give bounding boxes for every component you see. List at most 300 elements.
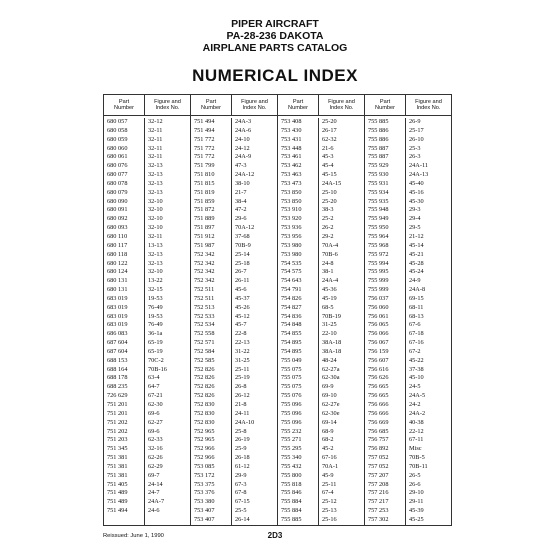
figure-index-cell: 70B-16 <box>148 365 167 373</box>
part-number-cell: 755 076 <box>281 392 302 400</box>
figure-index-cell: 62-27e <box>322 401 340 408</box>
figure-index-cell: 67-4 <box>322 489 334 497</box>
figure-index-cell: 24A-8 <box>409 286 426 294</box>
part-number-cell: 756 665 <box>368 392 389 400</box>
figure-index-cell: 67-16 <box>409 339 424 347</box>
part-number-cell: 755 964 <box>368 232 389 240</box>
part-number-cell: 752 826 <box>194 365 215 373</box>
figure-index-cell: 25-17 <box>409 126 424 134</box>
part-number-cell: 757 207 <box>368 471 389 479</box>
part-number-header-text: Part Number <box>114 98 134 111</box>
reissue-date: Reissued: June 1, 1990 <box>103 533 164 539</box>
part-number-cell: 751 772 <box>194 153 215 161</box>
figure-index-cell: 45-28 <box>409 259 424 267</box>
figure-index-cell: 32-10 <box>148 206 163 214</box>
figure-index-cell: 32-13 <box>148 259 163 267</box>
figure-index-cell: 45-16 <box>409 188 424 196</box>
figure-index-cell: 25-11 <box>235 365 250 373</box>
part-number-cell: 752 966 <box>194 445 215 453</box>
part-number-cell: 752 830 <box>194 409 215 417</box>
part-number-cell: 752 830 <box>194 418 215 426</box>
part-number-cell: 751 202 <box>107 427 128 435</box>
figure-index-cell: 29-4 <box>409 215 421 223</box>
figure-index-cell: 26-6 <box>409 480 421 488</box>
part-number-cell: 756 067 <box>368 339 389 347</box>
part-number-cell: 752 534 <box>194 321 215 329</box>
part-number-cell: 754 836 <box>281 312 302 320</box>
part-number-cell: 751 381 <box>107 471 128 479</box>
figure-index-cell: 76-49 <box>148 321 163 329</box>
part-number-cell: 753 936 <box>281 224 302 232</box>
part-number-cell: 680 057 <box>107 118 128 125</box>
figure-index-cell: 22-13 <box>235 339 250 347</box>
part-number-cell: 755 885 <box>281 515 302 523</box>
figure-index-cell: 22-12 <box>409 427 424 435</box>
part-number-cell: 753 431 <box>281 135 302 143</box>
figure-index-cell: 70C-2 <box>148 356 164 364</box>
figure-index-cell: 24-5 <box>409 383 421 391</box>
column-body <box>191 116 277 525</box>
figure-index-cell: 24A-12 <box>235 171 255 179</box>
figure-index-cell: 63-4 <box>148 374 160 382</box>
part-number-cell: 755 935 <box>368 197 389 205</box>
figure-index-cell: 45-37 <box>235 294 250 302</box>
part-number-cell: 755 075 <box>281 374 302 382</box>
index-column-1 <box>103 94 191 526</box>
figure-index-cell: 31-25 <box>322 321 337 329</box>
column-body <box>365 116 451 525</box>
figure-index-cell: 25-9 <box>235 445 247 453</box>
figure-index-cell: 45-6 <box>235 286 247 294</box>
part-number-cell: 752 342 <box>194 250 215 258</box>
figure-index-cell: 62-30e <box>322 409 340 417</box>
figure-index-cell: 32-10 <box>148 224 163 232</box>
figure-index-cell: 45-7 <box>235 321 247 329</box>
column-header <box>104 95 190 116</box>
figure-index-cell: 62-32 <box>322 135 337 143</box>
figure-index-list <box>319 118 364 525</box>
part-number-cell: 753 407 <box>194 507 215 515</box>
figure-index-cell: 32-13 <box>148 162 163 170</box>
part-number-cell: 751 897 <box>194 224 215 232</box>
figure-index-cell: 45-12 <box>235 312 250 320</box>
figure-index-cell: 21-12 <box>409 232 424 240</box>
figure-index-cell: 62-27 <box>148 418 163 426</box>
part-number-cell: 751 345 <box>107 445 128 453</box>
part-number-cell: 753 850 <box>281 188 302 196</box>
part-number-cell: 754 827 <box>281 303 302 311</box>
figure-index-cell: 31-25 <box>235 356 250 364</box>
figure-index-cell: 26-17 <box>322 126 337 134</box>
figure-index-cell: 65-19 <box>148 339 163 347</box>
page-number: 2D3 <box>267 531 283 540</box>
part-number-cell: 752 826 <box>194 392 215 400</box>
figure-index-cell: 25-8 <box>235 427 247 435</box>
part-number-header <box>365 95 406 115</box>
figure-index-header-text: Figure and Index No. <box>154 98 181 111</box>
figure-index-header <box>406 95 451 115</box>
part-number-cell: 683 019 <box>107 303 128 311</box>
part-number-cell: 755 884 <box>281 507 302 515</box>
part-number-list <box>104 118 145 525</box>
part-number-header-text: Part Number <box>201 98 221 111</box>
figure-index-cell: 69-10 <box>322 392 337 400</box>
part-number-cell: 755 096 <box>281 418 302 426</box>
figure-index-cell: 26-3 <box>409 153 421 161</box>
figure-index-cell: 32-13 <box>148 179 163 187</box>
figure-index-cell: 24-12 <box>235 144 250 152</box>
part-number-cell: 726 629 <box>107 392 128 400</box>
page-title: NUMERICAL INDEX <box>192 66 358 85</box>
figure-index-cell: 24-9 <box>409 277 421 285</box>
part-number-cell: 756 666 <box>368 409 389 417</box>
part-number-cell: 753 407 <box>194 515 215 523</box>
part-number-cell: 754 826 <box>281 294 302 302</box>
part-number-cell: 753 910 <box>281 206 302 214</box>
part-number-cell: 754 895 <box>281 339 302 347</box>
part-number-cell: 751 810 <box>194 171 215 179</box>
figure-index-cell: 32-10 <box>148 197 163 205</box>
part-number-cell: 755 934 <box>368 188 389 196</box>
figure-index-cell: 31-22 <box>235 347 250 355</box>
part-number-cell: 686 083 <box>107 330 128 338</box>
part-number-cell: 752 966 <box>194 454 215 462</box>
part-number-cell: 752 965 <box>194 427 215 435</box>
part-number-cell: 756 159 <box>368 347 389 355</box>
figure-index-cell: 24A-15 <box>322 179 342 187</box>
part-number-cell: 752 571 <box>194 339 215 347</box>
figure-index-cell: 29-2 <box>322 232 334 240</box>
part-number-cell: 755 271 <box>281 436 302 444</box>
figure-index-cell: 13-22 <box>148 277 163 285</box>
figure-index-cell: 38A-18 <box>322 347 342 355</box>
figure-index-cell: 24A-13 <box>409 171 429 179</box>
figure-index-cell: 26-9 <box>409 118 421 125</box>
figure-index-cell: 24A-10 <box>235 418 255 426</box>
part-number-cell: 753 376 <box>194 489 215 497</box>
part-number-cell: 680 110 <box>107 232 128 240</box>
figure-index-cell: 24-10 <box>235 135 250 143</box>
part-number-cell: 751 872 <box>194 206 215 214</box>
part-number-cell: 753 463 <box>281 171 302 179</box>
figure-index-cell: 62-33 <box>148 436 163 444</box>
figure-index-cell: 67-16 <box>322 454 337 462</box>
figure-index-cell: 45-15 <box>322 171 337 179</box>
column-body <box>104 116 190 525</box>
figure-index-cell: 24-2 <box>409 401 421 408</box>
part-number-cell: 752 965 <box>194 436 215 444</box>
part-number-list <box>365 118 406 525</box>
figure-index-header-text: Figure and Index No. <box>328 98 355 111</box>
part-number-cell: 751 494 <box>107 507 128 515</box>
part-number-cell: 680 078 <box>107 179 128 187</box>
part-number-cell: 757 208 <box>368 480 389 488</box>
figure-index-cell: 68-11 <box>409 303 424 311</box>
part-number-cell: 752 830 <box>194 401 215 408</box>
part-number-cell: 751 201 <box>107 409 128 417</box>
figure-index-cell: 40-38 <box>409 418 424 426</box>
figure-index-cell: 26-7 <box>235 268 247 276</box>
column-header <box>191 95 277 116</box>
figure-index-cell: 62-26 <box>148 454 163 462</box>
figure-index-cell: 13-13 <box>148 241 163 249</box>
figure-index-cell: 45-14 <box>409 241 424 249</box>
part-number-header-text: Part Number <box>288 98 308 111</box>
part-number-cell: 754 791 <box>281 286 302 294</box>
part-number-cell: 680 061 <box>107 153 128 161</box>
part-number-cell: 753 380 <box>194 498 215 506</box>
part-number-cell: 755 340 <box>281 454 302 462</box>
figure-index-cell: 45-2 <box>322 445 334 453</box>
figure-index-cell: 38-10 <box>235 179 250 187</box>
figure-index-cell: 61-12 <box>235 462 250 470</box>
part-number-cell: 756 061 <box>368 312 389 320</box>
figure-index-cell: 24A-11 <box>409 162 429 170</box>
figure-index-cell: 26-12 <box>235 392 250 400</box>
figure-index-cell: 62-30 <box>148 401 163 408</box>
figure-index-header <box>145 95 190 115</box>
part-number-cell: 755 887 <box>368 144 389 152</box>
part-number-cell: 755 999 <box>368 286 389 294</box>
part-number-cell: 680 131 <box>107 277 128 285</box>
part-number-cell: 752 342 <box>194 259 215 267</box>
part-number-cell: 687 604 <box>107 339 128 347</box>
part-number-cell: 680 060 <box>107 144 128 152</box>
part-number-cell: 680 124 <box>107 268 128 276</box>
part-number-cell: 755 929 <box>368 162 389 170</box>
figure-index-cell: 24-11 <box>235 409 250 417</box>
index-column-4 <box>364 94 452 526</box>
figure-index-cell: 24A-4 <box>322 277 339 285</box>
part-number-cell: 755 885 <box>368 118 389 125</box>
part-number-cell: 756 685 <box>368 427 389 435</box>
figure-index-list <box>406 118 451 525</box>
figure-index-cell: 45-19 <box>322 294 337 302</box>
figure-index-cell: 48-24 <box>322 356 337 364</box>
figure-index-cell: 67-2 <box>409 347 421 355</box>
part-number-cell: 755 049 <box>281 356 302 364</box>
figure-index-cell: 26-14 <box>235 515 250 523</box>
part-number-cell: 754 535 <box>281 259 302 267</box>
part-number-cell: 751 859 <box>194 197 215 205</box>
part-number-cell: 756 626 <box>368 374 389 382</box>
figure-index-cell: 67-15 <box>235 498 250 506</box>
part-number-cell: 755 968 <box>368 241 389 249</box>
figure-index-cell: 25-19 <box>235 374 250 382</box>
header-model: PA-28-236 DAKOTA <box>226 30 324 42</box>
part-number-cell: 756 892 <box>368 445 389 453</box>
part-number-cell: 683 019 <box>107 294 128 302</box>
part-number-cell: 752 826 <box>194 383 215 391</box>
part-number-cell: 755 949 <box>368 215 389 223</box>
figure-index-cell: 45-10 <box>409 374 424 382</box>
figure-index-cell: 25-2 <box>322 215 334 223</box>
part-number-cell: 757 052 <box>368 462 389 470</box>
part-number-cell: 680 059 <box>107 135 128 143</box>
figure-index-cell: 76-49 <box>148 303 163 311</box>
part-number-cell: 755 995 <box>368 268 389 276</box>
part-number-cell: 751 489 <box>107 498 128 506</box>
figure-index-cell: 70A-12 <box>235 224 255 232</box>
figure-index-cell: 32-11 <box>148 126 163 134</box>
figure-index-cell: 69-6 <box>148 409 160 417</box>
part-number-cell: 751 201 <box>107 401 128 408</box>
figure-index-cell: 19-53 <box>148 294 163 302</box>
part-number-list <box>191 118 232 525</box>
part-number-cell: 752 558 <box>194 330 215 338</box>
header-manufacturer: PIPER AIRCRAFT <box>231 18 319 30</box>
figure-index-cell: 24A-7 <box>148 498 165 506</box>
figure-index-cell: 25-16 <box>322 515 337 523</box>
part-number-cell: 755 096 <box>281 409 302 417</box>
part-number-cell: 751 987 <box>194 241 215 249</box>
figure-index-cell: 32-13 <box>148 188 163 196</box>
figure-index-cell: 25-20 <box>322 118 337 125</box>
part-number-cell: 756 607 <box>368 356 389 364</box>
figure-index-cell: 25-5 <box>235 507 247 515</box>
part-number-cell: 680 091 <box>107 206 128 214</box>
figure-index-cell: 67-21 <box>148 392 163 400</box>
figure-index-list <box>232 118 277 525</box>
figure-index-cell: 70B-19 <box>322 312 341 320</box>
part-number-cell: 757 217 <box>368 498 389 506</box>
part-number-cell: 755 886 <box>368 135 389 143</box>
part-number-cell: 755 931 <box>368 179 389 187</box>
part-number-cell: 755 884 <box>281 498 302 506</box>
part-number-header <box>278 95 319 115</box>
figure-index-cell: 45-26 <box>235 303 250 311</box>
part-number-cell: 751 772 <box>194 144 215 152</box>
figure-index-cell: 25-10 <box>322 188 337 196</box>
figure-index-cell: 26-11 <box>235 277 250 285</box>
column-body <box>278 116 364 525</box>
figure-index-cell: 45-25 <box>409 515 424 523</box>
part-number-cell: 680 093 <box>107 224 128 232</box>
part-number-cell: 755 950 <box>368 224 389 232</box>
figure-index-cell: 37-38 <box>409 365 424 373</box>
figure-index-cell: 67-3 <box>235 480 247 488</box>
figure-index-cell: 38-3 <box>322 206 334 214</box>
part-number-cell: 752 584 <box>194 347 215 355</box>
figure-index-cell: 68-9 <box>322 427 334 435</box>
part-number-cell: 755 075 <box>281 365 302 373</box>
part-number-cell: 753 980 <box>281 241 302 249</box>
column-header <box>365 95 451 116</box>
figure-index-cell: 69-7 <box>148 471 160 479</box>
part-number-cell: 755 999 <box>368 277 389 285</box>
figure-index-cell: 70A-4 <box>322 241 339 249</box>
part-number-header-text: Part Number <box>375 98 395 111</box>
figure-index-cell: 70B-6 <box>322 250 338 258</box>
index-column-3 <box>277 94 365 526</box>
figure-index-cell: 69-6 <box>148 427 160 435</box>
figure-index-cell: 47-2 <box>235 206 247 214</box>
part-number-cell: 680 092 <box>107 215 128 223</box>
part-number-cell: 755 096 <box>281 401 302 408</box>
figure-index-cell: 70B-11 <box>409 462 428 470</box>
figure-index-cell: 62-30a <box>322 374 340 382</box>
part-number-cell: 755 232 <box>281 427 302 435</box>
figure-index-cell: 70B-5 <box>409 454 425 462</box>
part-number-cell: 680 122 <box>107 259 128 267</box>
figure-index-cell: 29-9 <box>235 471 247 479</box>
figure-index-cell: 22-10 <box>322 330 337 338</box>
part-number-cell: 756 666 <box>368 401 389 408</box>
part-number-cell: 755 930 <box>368 171 389 179</box>
figure-index-cell: 32-16 <box>148 445 163 453</box>
figure-index-cell: 45-3 <box>322 153 334 161</box>
part-number-cell: 680 117 <box>107 241 128 249</box>
figure-index-cell: 24-14 <box>148 480 163 488</box>
figure-index-cell: 22-8 <box>235 330 247 338</box>
part-number-cell: 751 405 <box>107 480 128 488</box>
part-number-cell: 753 473 <box>281 179 302 187</box>
figure-index-cell: 21-7 <box>235 188 247 196</box>
part-number-cell: 756 665 <box>368 383 389 391</box>
part-number-cell: 751 772 <box>194 135 215 143</box>
figure-index-header <box>232 95 277 115</box>
figure-index-cell: 45-36 <box>322 286 337 294</box>
part-number-cell: 753 430 <box>281 126 302 134</box>
figure-index-cell: 26-8 <box>235 383 247 391</box>
figure-index-cell: 26-18 <box>235 454 250 462</box>
part-number-cell: 752 342 <box>194 268 215 276</box>
part-number-cell: 751 889 <box>194 215 215 223</box>
figure-index-cell: 26-5 <box>409 471 421 479</box>
figure-index-cell: 45-30 <box>409 197 424 205</box>
part-number-cell: 752 533 <box>194 312 215 320</box>
figure-index-cell: 38-4 <box>235 197 247 205</box>
figure-index-cell: 70A-1 <box>322 462 339 470</box>
part-number-cell: 754 643 <box>281 277 302 285</box>
figure-index-cell: 32-11 <box>148 153 163 161</box>
part-number-cell: 756 065 <box>368 321 389 329</box>
part-number-cell: 751 202 <box>107 418 128 426</box>
figure-index-cell: 24-8 <box>322 259 334 267</box>
part-number-cell: 751 489 <box>107 489 128 497</box>
figure-index-cell: 32-11 <box>148 144 163 152</box>
figure-index-cell: 26-10 <box>409 135 424 143</box>
figure-index-cell: 32-10 <box>148 215 163 223</box>
figure-index-cell: 70B-9 <box>235 241 251 249</box>
part-number-cell: 755 886 <box>368 126 389 134</box>
part-number-cell: 757 052 <box>368 454 389 462</box>
part-number-cell: 751 815 <box>194 179 215 187</box>
part-number-cell: 688 164 <box>107 365 128 373</box>
figure-index-cell: 32-13 <box>148 250 163 258</box>
part-number-cell: 752 513 <box>194 303 215 311</box>
figure-index-cell: 25-14 <box>235 250 250 258</box>
figure-index-cell: 24A-3 <box>235 118 252 125</box>
figure-index-cell: 29-10 <box>409 489 424 497</box>
figure-index-cell: 64-7 <box>148 383 160 391</box>
figure-index-cell: 25-13 <box>322 507 337 515</box>
part-number-header <box>104 95 145 115</box>
part-number-cell: 757 253 <box>368 507 389 515</box>
figure-index-cell: 37-68 <box>235 232 250 240</box>
figure-index-cell: 68-13 <box>409 312 424 320</box>
part-number-cell: 753 850 <box>281 197 302 205</box>
figure-index-cell: 32-10 <box>148 268 163 276</box>
figure-index-cell: 36-1a <box>148 330 163 338</box>
figure-index-cell: 32-11 <box>148 135 163 143</box>
figure-index-cell: 29-3 <box>409 206 421 214</box>
figure-index-cell: 25-18 <box>235 259 250 267</box>
figure-index-cell: 45-21 <box>409 250 424 258</box>
figure-index-cell: 29-5 <box>409 224 421 232</box>
figure-index-cell: 38A-18 <box>322 339 342 347</box>
figure-index-cell: 26-2 <box>322 224 334 232</box>
